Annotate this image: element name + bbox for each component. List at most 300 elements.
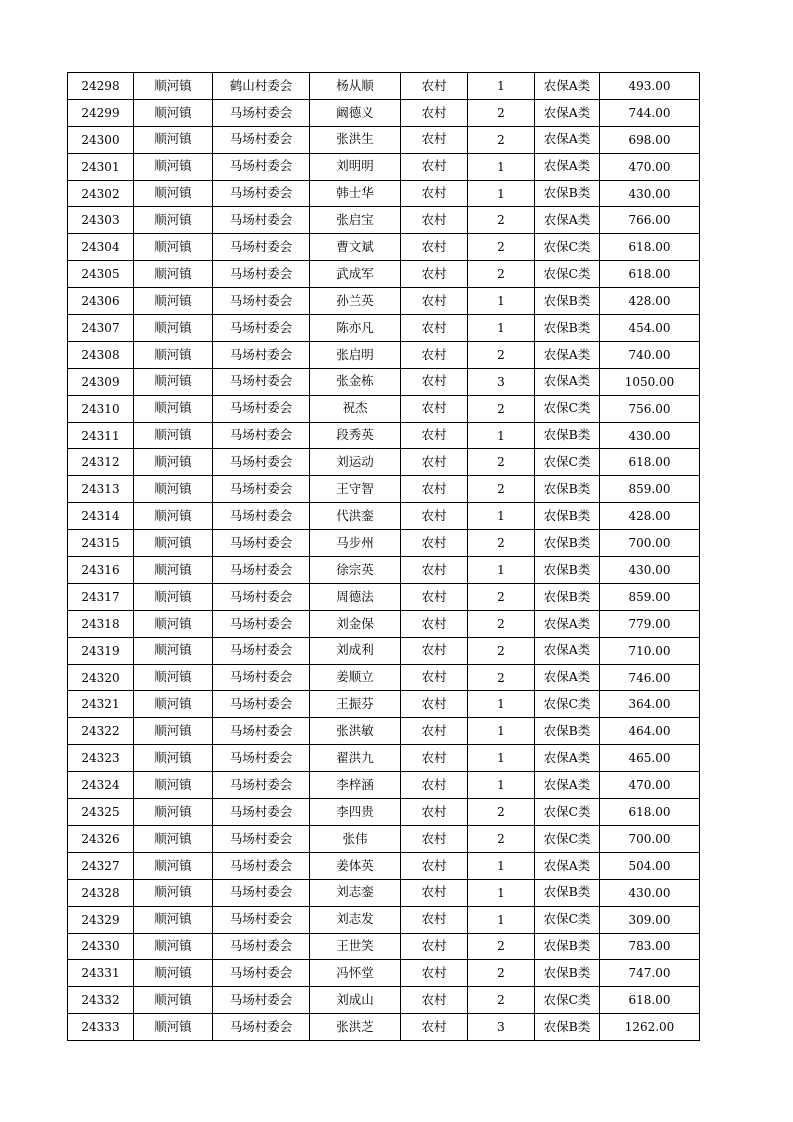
town-cell: 顺河镇 <box>134 234 213 261</box>
area-type-cell: 农村 <box>401 153 468 180</box>
area-type-cell: 农村 <box>401 368 468 395</box>
serial-cell: 24316 <box>68 557 134 584</box>
household-size-cell: 2 <box>468 960 535 987</box>
table-row <box>68 799 700 826</box>
village-cell: 马场村委会 <box>213 987 310 1014</box>
category-cell: 农保C类 <box>535 799 600 826</box>
area-type-cell: 农村 <box>401 476 468 503</box>
category-cell: 农保C类 <box>535 906 600 933</box>
amount-cell: 783.00 <box>600 933 700 960</box>
household-size-cell: 1 <box>468 288 535 315</box>
category-cell: 农保C类 <box>535 691 600 718</box>
area-type-cell: 农村 <box>401 691 468 718</box>
amount-cell: 740.00 <box>600 341 700 368</box>
household-size-cell: 3 <box>468 1014 535 1041</box>
name-cell: 张洪芝 <box>310 1014 401 1041</box>
amount-cell: 618.00 <box>600 987 700 1014</box>
village-cell: 马场村委会 <box>213 583 310 610</box>
amount-cell: 493.00 <box>600 73 700 100</box>
village-cell: 马场村委会 <box>213 879 310 906</box>
table-row <box>68 610 700 637</box>
area-type-cell: 农村 <box>401 530 468 557</box>
table-row <box>68 315 700 342</box>
category-cell: 农保A类 <box>535 664 600 691</box>
amount-cell: 766.00 <box>600 207 700 234</box>
household-size-cell: 1 <box>468 557 535 584</box>
town-cell: 顺河镇 <box>134 341 213 368</box>
category-cell: 农保A类 <box>535 73 600 100</box>
amount-cell: 364.00 <box>600 691 700 718</box>
amount-cell: 698.00 <box>600 126 700 153</box>
name-cell: 祝杰 <box>310 395 401 422</box>
category-cell: 农保B类 <box>535 960 600 987</box>
name-cell: 代洪銮 <box>310 503 401 530</box>
table-row <box>68 718 700 745</box>
serial-cell: 24321 <box>68 691 134 718</box>
table-row <box>68 180 700 207</box>
town-cell: 顺河镇 <box>134 825 213 852</box>
town-cell: 顺河镇 <box>134 933 213 960</box>
serial-cell: 24328 <box>68 879 134 906</box>
amount-cell: 859.00 <box>600 583 700 610</box>
amount-cell: 779.00 <box>600 610 700 637</box>
village-cell: 马场村委会 <box>213 99 310 126</box>
amount-cell: 504.00 <box>600 852 700 879</box>
serial-cell: 24318 <box>68 610 134 637</box>
serial-cell: 24314 <box>68 503 134 530</box>
serial-cell: 24327 <box>68 852 134 879</box>
area-type-cell: 农村 <box>401 799 468 826</box>
serial-cell: 24303 <box>68 207 134 234</box>
category-cell: 农保B类 <box>535 583 600 610</box>
village-cell: 马场村委会 <box>213 503 310 530</box>
village-cell: 马场村委会 <box>213 449 310 476</box>
name-cell: 孙兰英 <box>310 288 401 315</box>
serial-cell: 24323 <box>68 745 134 772</box>
household-size-cell: 1 <box>468 852 535 879</box>
table-row <box>68 583 700 610</box>
name-cell: 周德法 <box>310 583 401 610</box>
serial-cell: 24306 <box>68 288 134 315</box>
serial-cell: 24309 <box>68 368 134 395</box>
name-cell: 刘志銮 <box>310 879 401 906</box>
area-type-cell: 农村 <box>401 906 468 933</box>
serial-cell: 24308 <box>68 341 134 368</box>
town-cell: 顺河镇 <box>134 368 213 395</box>
town-cell: 顺河镇 <box>134 718 213 745</box>
village-cell: 马场村委会 <box>213 825 310 852</box>
amount-cell: 859.00 <box>600 476 700 503</box>
household-size-cell: 2 <box>468 825 535 852</box>
village-cell: 马场村委会 <box>213 207 310 234</box>
serial-cell: 24301 <box>68 153 134 180</box>
town-cell: 顺河镇 <box>134 530 213 557</box>
category-cell: 农保A类 <box>535 153 600 180</box>
serial-cell: 24330 <box>68 933 134 960</box>
village-cell: 马场村委会 <box>213 772 310 799</box>
name-cell: 刘成山 <box>310 987 401 1014</box>
area-type-cell: 农村 <box>401 583 468 610</box>
town-cell: 顺河镇 <box>134 960 213 987</box>
household-size-cell: 2 <box>468 234 535 261</box>
category-cell: 农保A类 <box>535 341 600 368</box>
serial-cell: 24326 <box>68 825 134 852</box>
serial-cell: 24320 <box>68 664 134 691</box>
category-cell: 农保B类 <box>535 422 600 449</box>
table-row <box>68 207 700 234</box>
area-type-cell: 农村 <box>401 960 468 987</box>
village-cell: 马场村委会 <box>213 718 310 745</box>
table-row <box>68 557 700 584</box>
category-cell: 农保A类 <box>535 99 600 126</box>
table-row <box>68 879 700 906</box>
amount-cell: 710.00 <box>600 637 700 664</box>
name-cell: 刘金保 <box>310 610 401 637</box>
town-cell: 顺河镇 <box>134 73 213 100</box>
name-cell: 王世笑 <box>310 933 401 960</box>
village-cell: 马场村委会 <box>213 1014 310 1041</box>
name-cell: 李四贵 <box>310 799 401 826</box>
category-cell: 农保A类 <box>535 207 600 234</box>
category-cell: 农保A类 <box>535 126 600 153</box>
household-size-cell: 1 <box>468 153 535 180</box>
household-size-cell: 2 <box>468 395 535 422</box>
serial-cell: 24317 <box>68 583 134 610</box>
village-cell: 马场村委会 <box>213 153 310 180</box>
village-cell: 马场村委会 <box>213 395 310 422</box>
table-body <box>68 73 700 1041</box>
household-size-cell: 2 <box>468 933 535 960</box>
amount-cell: 470.00 <box>600 153 700 180</box>
table-row <box>68 341 700 368</box>
area-type-cell: 农村 <box>401 610 468 637</box>
name-cell: 姜顺立 <box>310 664 401 691</box>
town-cell: 顺河镇 <box>134 799 213 826</box>
category-cell: 农保B类 <box>535 557 600 584</box>
serial-cell: 24311 <box>68 422 134 449</box>
category-cell: 农保C类 <box>535 987 600 1014</box>
category-cell: 农保B类 <box>535 1014 600 1041</box>
household-size-cell: 2 <box>468 583 535 610</box>
serial-cell: 24307 <box>68 315 134 342</box>
serial-cell: 24302 <box>68 180 134 207</box>
household-size-cell: 2 <box>468 987 535 1014</box>
household-size-cell: 3 <box>468 368 535 395</box>
village-cell: 马场村委会 <box>213 341 310 368</box>
category-cell: 农保B类 <box>535 288 600 315</box>
category-cell: 农保B类 <box>535 530 600 557</box>
table-row <box>68 664 700 691</box>
town-cell: 顺河镇 <box>134 288 213 315</box>
village-cell: 马场村委会 <box>213 476 310 503</box>
amount-cell: 464.00 <box>600 718 700 745</box>
amount-cell: 430.00 <box>600 180 700 207</box>
village-cell: 马场村委会 <box>213 906 310 933</box>
amount-cell: 700.00 <box>600 825 700 852</box>
town-cell: 顺河镇 <box>134 691 213 718</box>
name-cell: 曹文斌 <box>310 234 401 261</box>
area-type-cell: 农村 <box>401 288 468 315</box>
area-type-cell: 农村 <box>401 99 468 126</box>
amount-cell: 470.00 <box>600 772 700 799</box>
serial-cell: 24319 <box>68 637 134 664</box>
area-type-cell: 农村 <box>401 503 468 530</box>
amount-cell: 1050.00 <box>600 368 700 395</box>
town-cell: 顺河镇 <box>134 557 213 584</box>
town-cell: 顺河镇 <box>134 395 213 422</box>
serial-cell: 24299 <box>68 99 134 126</box>
name-cell: 陈亦凡 <box>310 315 401 342</box>
village-cell: 马场村委会 <box>213 664 310 691</box>
name-cell: 李梓涵 <box>310 772 401 799</box>
village-cell: 马场村委会 <box>213 637 310 664</box>
name-cell: 武成军 <box>310 261 401 288</box>
table-row <box>68 637 700 664</box>
name-cell: 阚德义 <box>310 99 401 126</box>
area-type-cell: 农村 <box>401 745 468 772</box>
amount-cell: 428.00 <box>600 288 700 315</box>
household-size-cell: 2 <box>468 799 535 826</box>
area-type-cell: 农村 <box>401 180 468 207</box>
table-row <box>68 772 700 799</box>
area-type-cell: 农村 <box>401 852 468 879</box>
household-size-cell: 2 <box>468 207 535 234</box>
area-type-cell: 农村 <box>401 422 468 449</box>
name-cell: 张洪生 <box>310 126 401 153</box>
household-size-cell: 1 <box>468 718 535 745</box>
name-cell: 翟洪九 <box>310 745 401 772</box>
area-type-cell: 农村 <box>401 261 468 288</box>
town-cell: 顺河镇 <box>134 207 213 234</box>
town-cell: 顺河镇 <box>134 637 213 664</box>
area-type-cell: 农村 <box>401 664 468 691</box>
village-cell: 马场村委会 <box>213 126 310 153</box>
name-cell: 马步州 <box>310 530 401 557</box>
village-cell: 马场村委会 <box>213 180 310 207</box>
name-cell: 刘志发 <box>310 906 401 933</box>
household-size-cell: 1 <box>468 745 535 772</box>
area-type-cell: 农村 <box>401 718 468 745</box>
name-cell: 刘运动 <box>310 449 401 476</box>
town-cell: 顺河镇 <box>134 745 213 772</box>
household-size-cell: 2 <box>468 637 535 664</box>
table-row <box>68 261 700 288</box>
data-table <box>67 72 700 1041</box>
table-row <box>68 73 700 100</box>
name-cell: 冯怀堂 <box>310 960 401 987</box>
serial-cell: 24304 <box>68 234 134 261</box>
category-cell: 农保C类 <box>535 449 600 476</box>
area-type-cell: 农村 <box>401 234 468 261</box>
village-cell: 马场村委会 <box>213 530 310 557</box>
category-cell: 农保C类 <box>535 395 600 422</box>
name-cell: 张启宝 <box>310 207 401 234</box>
category-cell: 农保C类 <box>535 825 600 852</box>
village-cell: 马场村委会 <box>213 234 310 261</box>
amount-cell: 430.00 <box>600 422 700 449</box>
village-cell: 马场村委会 <box>213 610 310 637</box>
town-cell: 顺河镇 <box>134 879 213 906</box>
household-size-cell: 1 <box>468 180 535 207</box>
village-cell: 马场村委会 <box>213 557 310 584</box>
household-size-cell: 1 <box>468 879 535 906</box>
table-row <box>68 691 700 718</box>
category-cell: 农保A类 <box>535 745 600 772</box>
category-cell: 农保B类 <box>535 879 600 906</box>
table-row <box>68 745 700 772</box>
town-cell: 顺河镇 <box>134 261 213 288</box>
area-type-cell: 农村 <box>401 207 468 234</box>
amount-cell: 309.00 <box>600 906 700 933</box>
serial-cell: 24322 <box>68 718 134 745</box>
village-cell: 马场村委会 <box>213 745 310 772</box>
village-cell: 马场村委会 <box>213 315 310 342</box>
town-cell: 顺河镇 <box>134 906 213 933</box>
amount-cell: 747.00 <box>600 960 700 987</box>
town-cell: 顺河镇 <box>134 1014 213 1041</box>
town-cell: 顺河镇 <box>134 610 213 637</box>
amount-cell: 618.00 <box>600 449 700 476</box>
village-cell: 马场村委会 <box>213 691 310 718</box>
serial-cell: 24329 <box>68 906 134 933</box>
amount-cell: 428.00 <box>600 503 700 530</box>
town-cell: 顺河镇 <box>134 422 213 449</box>
category-cell: 农保A类 <box>535 772 600 799</box>
household-size-cell: 2 <box>468 99 535 126</box>
serial-cell: 24310 <box>68 395 134 422</box>
name-cell: 杨从顺 <box>310 73 401 100</box>
name-cell: 张洪敏 <box>310 718 401 745</box>
area-type-cell: 农村 <box>401 987 468 1014</box>
household-size-cell: 2 <box>468 530 535 557</box>
serial-cell: 24324 <box>68 772 134 799</box>
household-size-cell: 1 <box>468 422 535 449</box>
name-cell: 张伟 <box>310 825 401 852</box>
town-cell: 顺河镇 <box>134 180 213 207</box>
table-row <box>68 476 700 503</box>
table-row <box>68 99 700 126</box>
table-row <box>68 906 700 933</box>
category-cell: 农保B类 <box>535 503 600 530</box>
serial-cell: 24331 <box>68 960 134 987</box>
name-cell: 徐宗英 <box>310 557 401 584</box>
table-row <box>68 449 700 476</box>
category-cell: 农保A类 <box>535 368 600 395</box>
serial-cell: 24315 <box>68 530 134 557</box>
village-cell: 马场村委会 <box>213 852 310 879</box>
town-cell: 顺河镇 <box>134 987 213 1014</box>
town-cell: 顺河镇 <box>134 99 213 126</box>
serial-cell: 24312 <box>68 449 134 476</box>
table-row <box>68 422 700 449</box>
town-cell: 顺河镇 <box>134 772 213 799</box>
name-cell: 韩士华 <box>310 180 401 207</box>
town-cell: 顺河镇 <box>134 449 213 476</box>
village-cell: 马场村委会 <box>213 799 310 826</box>
name-cell: 王守智 <box>310 476 401 503</box>
category-cell: 农保A类 <box>535 852 600 879</box>
table-row <box>68 288 700 315</box>
town-cell: 顺河镇 <box>134 126 213 153</box>
table-row <box>68 153 700 180</box>
household-size-cell: 1 <box>468 772 535 799</box>
amount-cell: 618.00 <box>600 234 700 261</box>
name-cell: 张金栋 <box>310 368 401 395</box>
amount-cell: 618.00 <box>600 799 700 826</box>
area-type-cell: 农村 <box>401 395 468 422</box>
table-row <box>68 960 700 987</box>
area-type-cell: 农村 <box>401 557 468 584</box>
household-size-cell: 2 <box>468 341 535 368</box>
area-type-cell: 农村 <box>401 341 468 368</box>
category-cell: 农保B类 <box>535 476 600 503</box>
village-cell: 马场村委会 <box>213 261 310 288</box>
category-cell: 农保A类 <box>535 637 600 664</box>
area-type-cell: 农村 <box>401 73 468 100</box>
village-cell: 马场村委会 <box>213 960 310 987</box>
table-row <box>68 368 700 395</box>
table-row <box>68 395 700 422</box>
category-cell: 农保B类 <box>535 315 600 342</box>
amount-cell: 618.00 <box>600 261 700 288</box>
household-size-cell: 2 <box>468 449 535 476</box>
table-row <box>68 987 700 1014</box>
household-size-cell: 2 <box>468 664 535 691</box>
amount-cell: 744.00 <box>600 99 700 126</box>
village-cell: 马场村委会 <box>213 368 310 395</box>
name-cell: 刘成利 <box>310 637 401 664</box>
village-cell: 马场村委会 <box>213 933 310 960</box>
category-cell: 农保C类 <box>535 261 600 288</box>
name-cell: 姜体英 <box>310 852 401 879</box>
household-size-cell: 1 <box>468 503 535 530</box>
household-size-cell: 2 <box>468 126 535 153</box>
amount-cell: 700.00 <box>600 530 700 557</box>
table-row <box>68 503 700 530</box>
serial-cell: 24332 <box>68 987 134 1014</box>
table-row <box>68 530 700 557</box>
amount-cell: 454.00 <box>600 315 700 342</box>
area-type-cell: 农村 <box>401 772 468 799</box>
household-size-cell: 2 <box>468 610 535 637</box>
village-cell: 马场村委会 <box>213 422 310 449</box>
household-size-cell: 2 <box>468 261 535 288</box>
area-type-cell: 农村 <box>401 825 468 852</box>
serial-cell: 24333 <box>68 1014 134 1041</box>
household-size-cell: 1 <box>468 906 535 933</box>
category-cell: 农保A类 <box>535 610 600 637</box>
area-type-cell: 农村 <box>401 879 468 906</box>
amount-cell: 465.00 <box>600 745 700 772</box>
amount-cell: 746.00 <box>600 664 700 691</box>
table-row <box>68 852 700 879</box>
serial-cell: 24300 <box>68 126 134 153</box>
town-cell: 顺河镇 <box>134 476 213 503</box>
name-cell: 王振芬 <box>310 691 401 718</box>
amount-cell: 430.00 <box>600 879 700 906</box>
serial-cell: 24313 <box>68 476 134 503</box>
area-type-cell: 农村 <box>401 449 468 476</box>
serial-cell: 24298 <box>68 73 134 100</box>
area-type-cell: 农村 <box>401 637 468 664</box>
amount-cell: 430.00 <box>600 557 700 584</box>
household-size-cell: 2 <box>468 476 535 503</box>
town-cell: 顺河镇 <box>134 315 213 342</box>
category-cell: 农保B类 <box>535 933 600 960</box>
table-row <box>68 234 700 261</box>
town-cell: 顺河镇 <box>134 503 213 530</box>
table-row <box>68 1014 700 1041</box>
